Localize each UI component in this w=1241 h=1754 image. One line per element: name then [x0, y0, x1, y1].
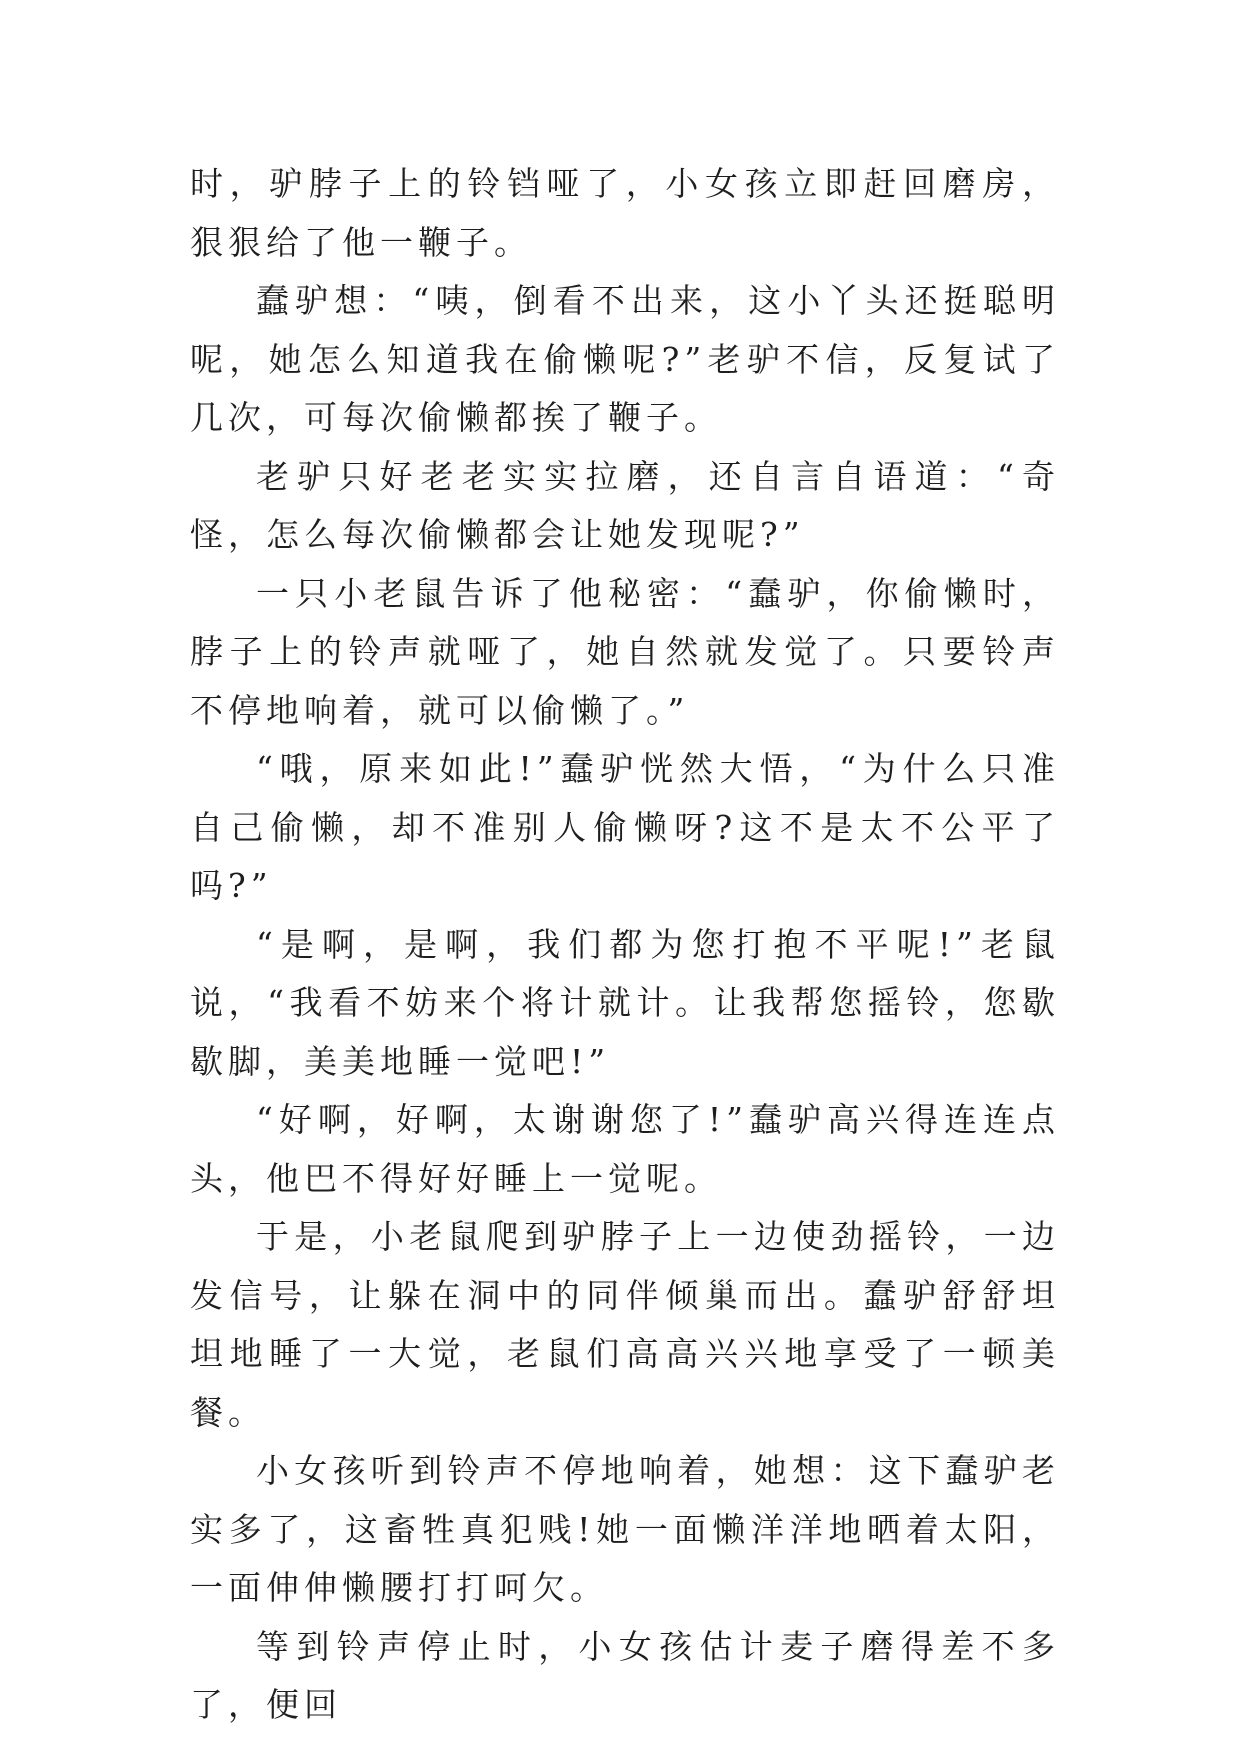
paragraph: “哦，原来如此!”蠢驴恍然大悟，“为什么只准自己偷懒，却不准别人偷懒呀?这不是太不公平了吗?” [190, 749, 1060, 905]
paragraph: 蠢驴想：“咦，倒看不出来，这小丫头还挺聪明呢，她怎么知道我在偷懒呢?”老驴不信，反复试了几次，可每次偷懒都挨了鞭子。 [190, 281, 1060, 437]
paragraph: 小女孩听到铃声不停地响着，她想：这下蠢驴老实多了，这畜牲真犯贱!她一面懒洋洋地晒着太阳，一面伸伸懒腰打打呵欠。 [190, 1451, 1060, 1607]
paragraph: 时，驴脖子上的铃铛哑了，小女孩立即赶回磨房，狠狠给了他一鞭子。 [190, 164, 1060, 262]
story-text [190, 155, 1060, 1735]
paragraph: 于是，小老鼠爬到驴脖子上一边使劲摇铃，一边发信号，让躲在洞中的同伴倾巢而出。蠢驴舒舒坦坦地睡了一大觉，老鼠们高高兴兴地享受了一顿美餐。 [190, 1217, 1060, 1432]
paragraph: 一只小老鼠告诉了他秘密：“蠢驴，你偷懒时，脖子上的铃声就哑了，她自然就发觉了。只要铃声不停地响着，就可以偷懒了。” [190, 573, 1060, 730]
paragraph: “好啊，好啊，太谢谢您了!”蠢驴高兴得连连点头，他巴不得好好睡上一觉呢。 [190, 1100, 1060, 1198]
paragraph: 老驴只好老老实实拉磨，还自言自语道：“奇怪，怎么每次偷懒都会让她发现呢?” [190, 456, 1060, 554]
paragraph: 等到铃声停止时，小女孩估计麦子磨得差不多了，便回 [190, 1626, 1060, 1724]
paragraph: “是啊，是啊，我们都为您打抱不平呢!”老鼠说，“我看不妨来个将计就计。让我帮您摇铃，您歇歇脚，美美地睡一觉吧!” [190, 924, 1060, 1081]
